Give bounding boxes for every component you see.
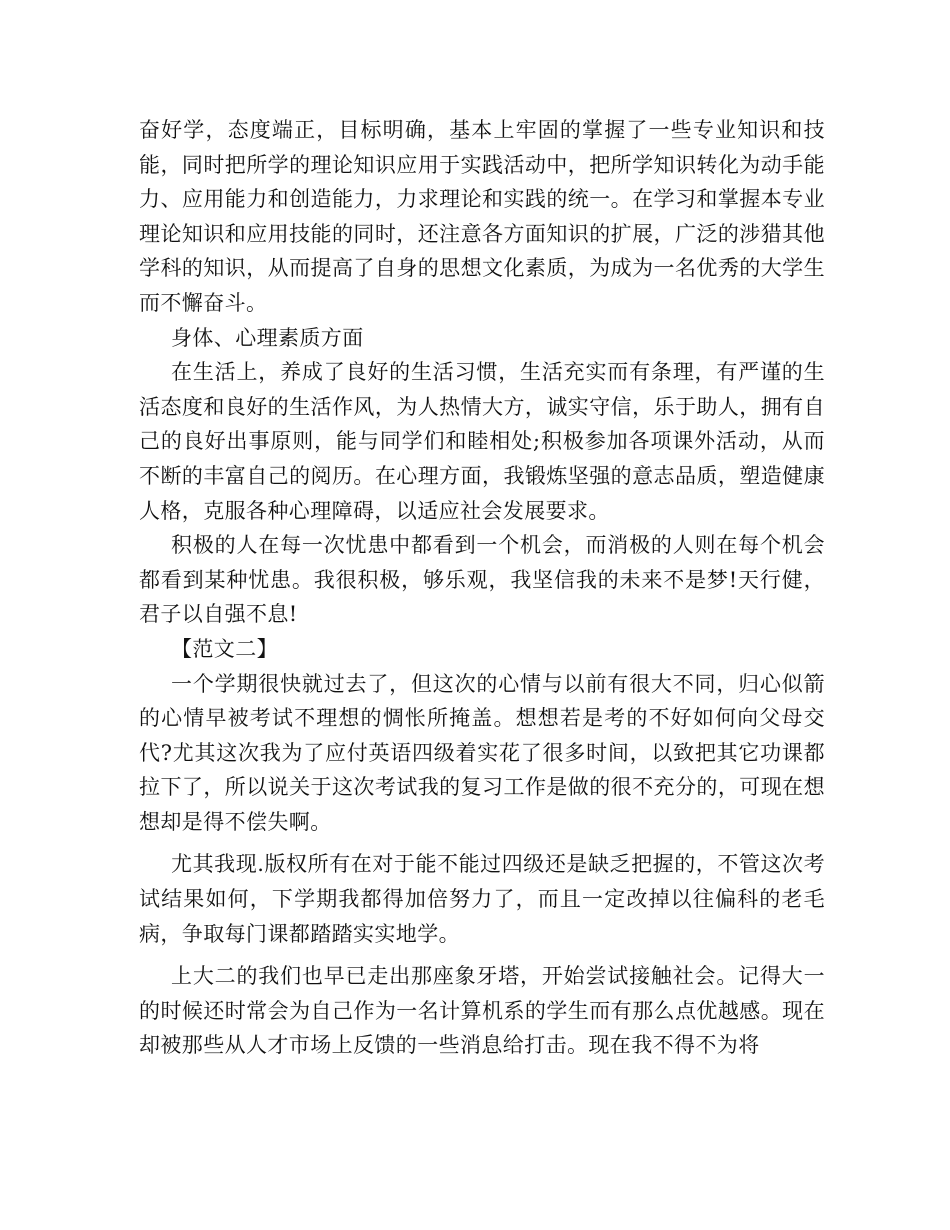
section-heading-physical-mental: 身体、心理素质方面 [171,325,364,350]
paragraph-cet4: 尤其我现.版权所有在对于能不能过四级还是缺乏把握的，不管这次考试结果如何，下学期我都得加倍努力了，而且一定改掉以往偏科的老毛病，争取每门课都踏踏实实地学。 [139,852,825,946]
paragraph-semester: 一个学期很快就过去了，但这次的心情与以前有很大不同，归心似箭的心情早被考试不理想的惆怅所掩盖。想想若是考的不好如何向父母交代?尤其这次我为了应付英语四级着实花了很多时间，以致把其它功课都拉下了，所以说关于这次考试我的复习工作是做的很不充分的，可现在想想却是得不偿失啊。 [139,671,825,834]
paragraph-study-continuation: 奋好学，态度端正，目标明确，基本上牢固的掌握了一些专业知识和技能，同时把所学的理论知识应用于实践活动中，把所学知识转化为动手能力、应用能力和创造能力，力求理论和实践的统一。在学习和掌握本专业理论知识和应用技能的同时，还注意各方面知识的扩展，广泛的涉猎其他学科的知识，从而提高了自身的思想文化素质，为成为一名优秀的大学生而不懈奋斗。 [139,118,825,315]
paragraph-sophomore: 上大二的我们也早已走出那座象牙塔，开始尝试接触社会。记得大一的时候还时常会为自己作为一名计算机系的学生而有那么点优越感。现在却被那些从人才市场上反馈的一些消息给打击。现在我不得不为将 [139,964,825,1058]
paragraph-optimism: 积极的人在每一次忧患中都看到一个机会，而消极的人则在每个机会都看到某种忧患。我很积极，够乐观，我坚信我的未来不是梦!天行健，君子以自强不息! [139,533,825,627]
section-heading-sample-two: 【范文二】 [171,636,278,661]
paragraph-life: 在生活上，养成了良好的生活习惯，生活充实而有条理，有严谨的生活态度和良好的生活作风，为人热情大方，诚实守信，乐于助人，拥有自己的良好出事原则，能与同学们和睦相处;积极参加各项课外活动，从而不断的丰富自己的阅历。在心理方面，我锻炼坚强的意志品质，塑造健康人格，克服各种心理障碍，以适应社会发展要求。 [139,360,825,523]
document-body [139,113,825,1063]
